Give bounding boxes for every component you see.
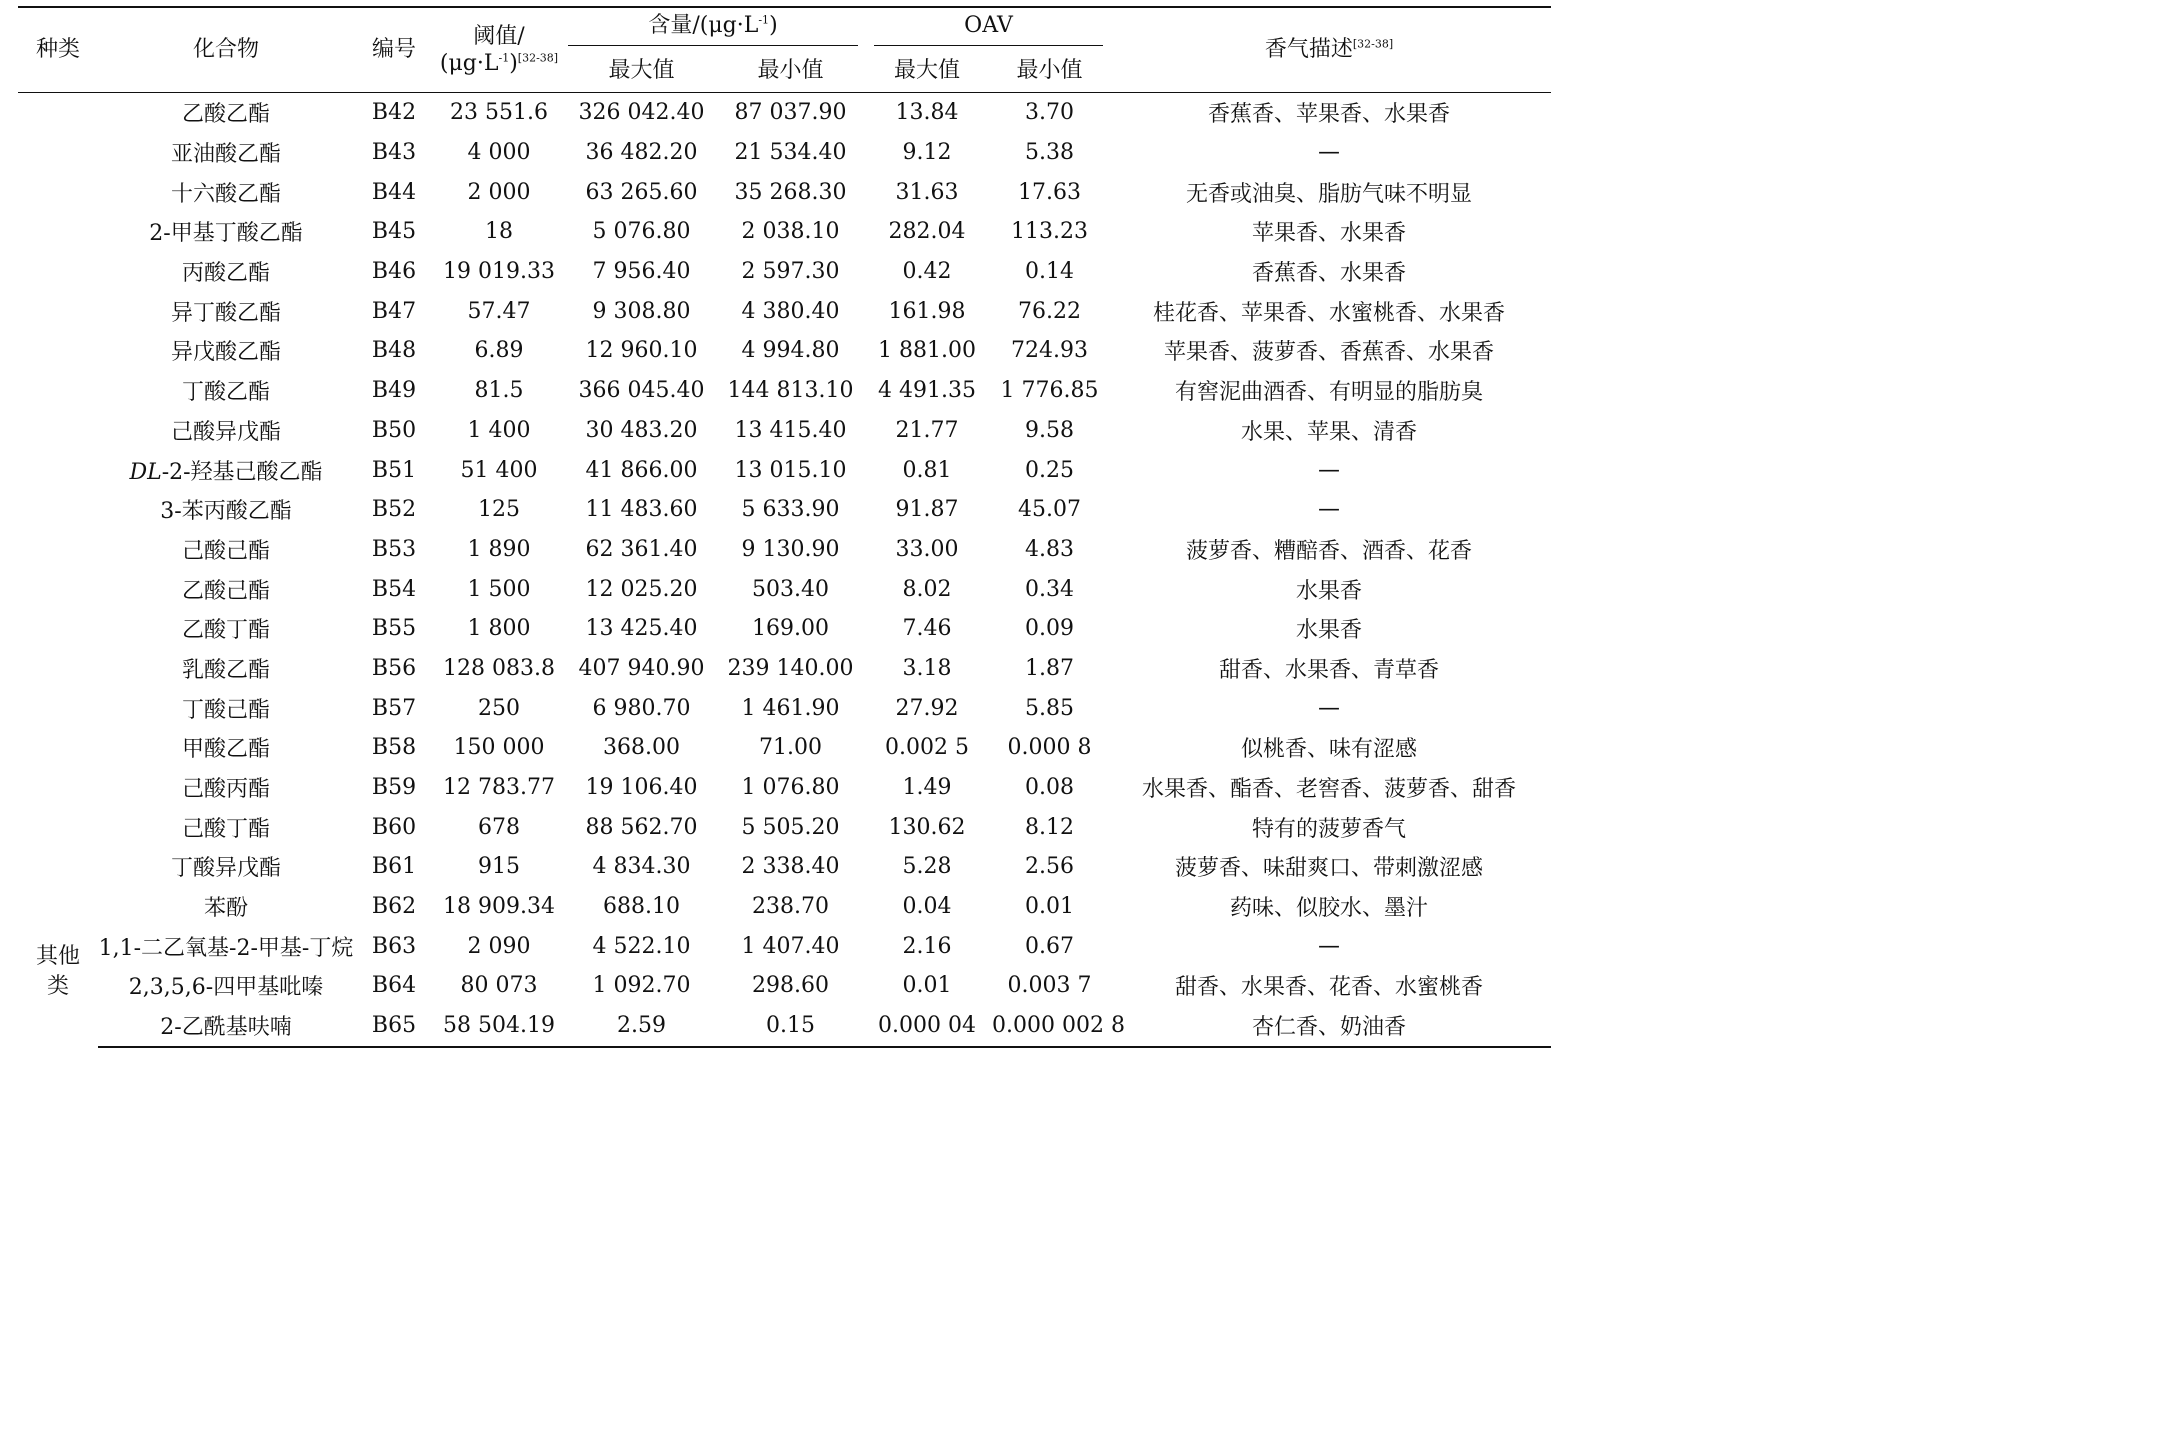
aroma-cell: 水果香、酯香、老窖香、菠萝香、甜香 bbox=[1142, 777, 1517, 803]
oav-max-cell: 4 491.35 bbox=[878, 378, 976, 404]
table-row bbox=[18, 807, 1551, 847]
content-min-cell: 239 140.00 bbox=[727, 655, 854, 681]
compound-cell bbox=[98, 450, 354, 490]
header-code: 编号 bbox=[354, 7, 434, 93]
oav-max-cell: 91.87 bbox=[895, 497, 959, 523]
header-content bbox=[564, 7, 862, 50]
content-min-cell: 4 380.40 bbox=[741, 298, 840, 324]
oav-min-cell: 113.23 bbox=[1011, 219, 1088, 245]
threshold-cell: 125 bbox=[478, 497, 520, 523]
threshold-cell: 80 073 bbox=[460, 973, 538, 999]
oav-min-cell: 0.34 bbox=[1025, 576, 1074, 602]
oav-min-cell: 0.09 bbox=[1025, 616, 1074, 642]
header-content-label: 含量/(μg·L bbox=[648, 12, 759, 38]
table-body bbox=[18, 93, 1551, 1047]
table-row bbox=[18, 172, 1551, 212]
threshold-cell: 1 890 bbox=[467, 536, 531, 562]
compound-cell: 异丁酸乙酯 bbox=[170, 300, 281, 326]
oav-max-cell: 5.28 bbox=[902, 854, 952, 880]
oav-max-cell: 27.92 bbox=[895, 695, 959, 721]
content-max-cell: 41 866.00 bbox=[585, 457, 698, 483]
aroma-cell: 甜香、水果香、花香、水蜜桃香 bbox=[1175, 975, 1484, 1001]
content-max-cell: 13 425.40 bbox=[585, 616, 698, 642]
content-min-cell: 4 994.80 bbox=[741, 338, 840, 364]
oav-min-cell: 0.000 8 bbox=[1007, 735, 1092, 761]
aroma-cell: — bbox=[1318, 457, 1341, 483]
category-cell bbox=[18, 93, 98, 1047]
content-max-cell: 6 980.70 bbox=[592, 695, 691, 721]
oav-max-cell: 0.04 bbox=[902, 894, 952, 920]
header-oav bbox=[862, 7, 1107, 50]
compound-cell: 3-苯丙酸乙酯 bbox=[160, 499, 292, 525]
content-min-cell: 13 015.10 bbox=[734, 457, 847, 483]
compound-cell: 乙酸乙酯 bbox=[181, 102, 270, 128]
content-min-cell: 71.00 bbox=[759, 735, 822, 761]
content-min-cell: 21 534.40 bbox=[734, 140, 847, 166]
compound-cell: 乳酸乙酯 bbox=[181, 657, 270, 683]
threshold-cell: 915 bbox=[478, 854, 520, 880]
threshold-cell: 2 090 bbox=[467, 933, 531, 959]
aroma-cell: — bbox=[1318, 140, 1341, 166]
aroma-cell: 有窖泥曲酒香、有明显的脂肪臭 bbox=[1175, 380, 1484, 406]
oav-max-cell: 0.000 04 bbox=[862, 1006, 992, 1047]
compound-prefix: DL bbox=[129, 459, 162, 485]
table-row bbox=[18, 768, 1551, 808]
header-aroma-label: 香气描述 bbox=[1264, 37, 1353, 63]
content-max-cell: 326 042.40 bbox=[578, 100, 705, 126]
compound-cell: 1,1-二乙氧基-2-甲基-丁烷 bbox=[98, 935, 354, 961]
aroma-cell: 甜香、水果香、青草香 bbox=[1219, 657, 1440, 683]
content-max-cell: 36 482.20 bbox=[585, 140, 698, 166]
threshold-cell: 12 783.77 bbox=[443, 775, 555, 801]
content-max-cell: 19 106.40 bbox=[585, 775, 698, 801]
oav-min-cell: 0.67 bbox=[1025, 933, 1074, 959]
oav-max-cell: 7.46 bbox=[902, 616, 952, 642]
content-max-cell: 407 940.90 bbox=[578, 655, 705, 681]
table-row bbox=[18, 212, 1551, 252]
content-max-cell: 1 092.70 bbox=[592, 973, 691, 999]
table-row bbox=[18, 688, 1551, 728]
aroma-cell: 桂花香、苹果香、水蜜桃香、水果香 bbox=[1153, 300, 1506, 326]
oav-min-cell: 1.87 bbox=[1025, 655, 1074, 681]
content-min-cell: 0.15 bbox=[719, 1006, 862, 1047]
header-threshold-line1: 阈值/ bbox=[473, 23, 525, 49]
code-cell: B56 bbox=[371, 655, 417, 681]
compound-cell: 异戊酸乙酯 bbox=[170, 340, 281, 366]
oav-min-cell: 9.58 bbox=[1025, 417, 1074, 443]
code-cell: B54 bbox=[371, 576, 417, 602]
header-content-min: 最小值 bbox=[719, 50, 862, 93]
code-cell: B51 bbox=[371, 457, 417, 483]
code-cell: B57 bbox=[371, 695, 417, 721]
aroma-cell: 水果、苹果、清香 bbox=[1241, 419, 1418, 445]
aroma-cell: 水果香 bbox=[1296, 578, 1363, 604]
compound-cell: 2-甲基丁酸乙酯 bbox=[149, 221, 303, 247]
aroma-cell: — bbox=[1318, 497, 1341, 523]
code-cell: B60 bbox=[371, 814, 417, 840]
header-aroma bbox=[1107, 7, 1551, 93]
oav-min-cell: 5.85 bbox=[1025, 695, 1074, 721]
header-threshold-exp: -1 bbox=[498, 51, 510, 65]
content-max-cell: 366 045.40 bbox=[578, 378, 705, 404]
content-min-cell: 1 076.80 bbox=[741, 775, 840, 801]
compound-name: -2-羟基己酸乙酯 bbox=[161, 459, 323, 485]
aroma-cell: 药味、似胶水、墨汁 bbox=[1230, 896, 1429, 922]
content-max-cell: 63 265.60 bbox=[585, 179, 698, 205]
oav-max-cell: 13.84 bbox=[895, 100, 959, 126]
aroma-cell: 菠萝香、糟醅香、酒香、花香 bbox=[1186, 538, 1473, 564]
threshold-cell: 1 500 bbox=[467, 576, 531, 602]
table-row bbox=[18, 847, 1551, 887]
aroma-compound-table bbox=[18, 6, 1551, 1048]
header-aroma-ref: [32-38] bbox=[1352, 37, 1394, 51]
table-row bbox=[18, 133, 1551, 173]
compound-cell: 甲酸乙酯 bbox=[181, 737, 270, 763]
table-row bbox=[18, 1006, 1551, 1047]
compound-cell: 2-乙酰基呋喃 bbox=[98, 1006, 354, 1047]
threshold-cell: 150 000 bbox=[453, 735, 545, 761]
oav-min-cell: 5.38 bbox=[1025, 140, 1074, 166]
category-label: 其他类 bbox=[35, 944, 80, 999]
content-min-cell: 238.70 bbox=[752, 894, 829, 920]
oav-max-cell: 282.04 bbox=[888, 219, 966, 245]
content-max-cell: 688.10 bbox=[603, 894, 680, 920]
compound-cell: 丁酸乙酯 bbox=[181, 380, 270, 406]
code-cell: B63 bbox=[371, 933, 417, 959]
oav-max-cell: 9.12 bbox=[902, 140, 952, 166]
code-cell: B65 bbox=[354, 1006, 434, 1047]
header-content-exp: -1 bbox=[758, 13, 770, 27]
compound-cell: 乙酸己酯 bbox=[181, 578, 270, 604]
oav-min-cell: 0.14 bbox=[1025, 259, 1074, 285]
aroma-cell: — bbox=[1318, 933, 1341, 959]
threshold-cell: 57.47 bbox=[467, 298, 531, 324]
aroma-cell: 苹果香、水果香 bbox=[1252, 221, 1407, 247]
compound-cell: 乙酸丁酯 bbox=[181, 618, 270, 644]
threshold-cell: 128 083.8 bbox=[443, 655, 555, 681]
content-min-cell: 87 037.90 bbox=[734, 100, 847, 126]
content-min-cell: 13 415.40 bbox=[734, 417, 847, 443]
oav-max-cell: 3.18 bbox=[902, 655, 952, 681]
aroma-cell: 似桃香、味有涩感 bbox=[1241, 737, 1418, 763]
table-row bbox=[18, 291, 1551, 331]
code-cell: B53 bbox=[371, 536, 417, 562]
compound-cell: 己酸己酯 bbox=[181, 538, 270, 564]
oav-min-cell: 2.56 bbox=[1025, 854, 1074, 880]
oav-min-cell: 76.22 bbox=[1018, 298, 1081, 324]
threshold-cell: 2 000 bbox=[467, 179, 531, 205]
table-row bbox=[18, 450, 1551, 490]
oav-max-cell: 0.42 bbox=[902, 259, 952, 285]
code-cell: B59 bbox=[371, 775, 417, 801]
oav-max-cell: 33.00 bbox=[895, 536, 959, 562]
content-min-cell: 1 461.90 bbox=[741, 695, 840, 721]
threshold-cell: 23 551.6 bbox=[450, 100, 548, 126]
content-max-cell: 4 522.10 bbox=[592, 933, 691, 959]
content-max-cell: 7 956.40 bbox=[592, 259, 691, 285]
content-min-cell: 169.00 bbox=[752, 616, 829, 642]
code-cell: B43 bbox=[371, 140, 417, 166]
content-max-cell: 368.00 bbox=[603, 735, 680, 761]
header-content-max: 最大值 bbox=[564, 50, 719, 93]
threshold-cell: 51 400 bbox=[460, 457, 538, 483]
aroma-cell: 无香或油臭、脂肪气味不明显 bbox=[1186, 181, 1473, 207]
header-threshold bbox=[434, 7, 564, 93]
aroma-cell: 苹果香、菠萝香、香蕉香、水果香 bbox=[1164, 340, 1495, 366]
threshold-cell: 18 909.34 bbox=[443, 894, 555, 920]
code-cell: B48 bbox=[371, 338, 417, 364]
code-cell: B55 bbox=[371, 616, 417, 642]
threshold-cell: 678 bbox=[478, 814, 520, 840]
oav-min-cell: 4.83 bbox=[1025, 536, 1074, 562]
table-row bbox=[18, 649, 1551, 689]
table-row bbox=[18, 490, 1551, 530]
aroma-cell: 菠萝香、味甜爽口、带刺激涩感 bbox=[1175, 856, 1484, 882]
header-oav-max: 最大值 bbox=[862, 50, 992, 93]
oav-min-cell: 0.003 7 bbox=[1007, 973, 1092, 999]
code-cell: B50 bbox=[371, 417, 417, 443]
header-content-close: ) bbox=[769, 12, 778, 38]
content-max-cell: 9 308.80 bbox=[592, 298, 691, 324]
threshold-cell: 1 400 bbox=[467, 417, 531, 443]
table-row bbox=[18, 411, 1551, 451]
header-threshold-line2 bbox=[434, 50, 564, 78]
content-max-cell: 12 960.10 bbox=[585, 338, 698, 364]
oav-max-cell: 0.81 bbox=[902, 457, 952, 483]
oav-max-cell: 0.01 bbox=[902, 973, 952, 999]
oav-min-cell: 0.25 bbox=[1025, 457, 1074, 483]
aroma-cell: 杏仁香、奶油香 bbox=[1107, 1006, 1551, 1047]
content-max-cell: 12 025.20 bbox=[585, 576, 698, 602]
compound-cell: 丁酸异戊酯 bbox=[170, 856, 281, 882]
table-row bbox=[18, 371, 1551, 411]
compound-cell: 2,3,5,6-四甲基吡嗪 bbox=[128, 975, 324, 1001]
compound-cell: 丁酸己酯 bbox=[181, 697, 270, 723]
aroma-cell: 特有的菠萝香气 bbox=[1252, 816, 1407, 842]
compound-cell: 亚油酸乙酯 bbox=[170, 142, 281, 168]
code-cell: B44 bbox=[371, 179, 417, 205]
threshold-cell: 58 504.19 bbox=[434, 1006, 564, 1047]
content-min-cell: 35 268.30 bbox=[734, 179, 847, 205]
oav-min-cell: 1 776.85 bbox=[1000, 378, 1099, 404]
compound-cell: 苯酚 bbox=[203, 896, 248, 922]
content-max-cell: 4 834.30 bbox=[592, 854, 691, 880]
table-row bbox=[18, 728, 1551, 768]
content-max-cell: 30 483.20 bbox=[585, 417, 698, 443]
threshold-cell: 250 bbox=[478, 695, 520, 721]
content-max-cell: 11 483.60 bbox=[585, 497, 698, 523]
oav-min-cell: 724.93 bbox=[1011, 338, 1088, 364]
code-cell: B42 bbox=[371, 100, 417, 126]
header-compound: 化合物 bbox=[98, 7, 354, 93]
oav-max-cell: 1.49 bbox=[902, 775, 952, 801]
aroma-cell: — bbox=[1318, 695, 1341, 721]
code-cell: B64 bbox=[371, 973, 417, 999]
table-row bbox=[18, 966, 1551, 1006]
oav-min-cell: 3.70 bbox=[1025, 100, 1074, 126]
oav-max-cell: 161.98 bbox=[888, 298, 966, 324]
oav-max-cell: 130.62 bbox=[888, 814, 966, 840]
threshold-cell: 6.89 bbox=[474, 338, 524, 364]
threshold-cell: 4 000 bbox=[467, 140, 531, 166]
table-row bbox=[18, 609, 1551, 649]
header-oav-label: OAV bbox=[874, 12, 1103, 47]
table-row bbox=[18, 252, 1551, 292]
compound-cell: 己酸异戊酯 bbox=[170, 419, 281, 445]
table-row bbox=[18, 887, 1551, 927]
table-row bbox=[18, 93, 1551, 133]
code-cell: B49 bbox=[371, 378, 417, 404]
content-min-cell: 1 407.40 bbox=[741, 933, 840, 959]
oav-min-cell: 8.12 bbox=[1025, 814, 1074, 840]
content-min-cell: 5 505.20 bbox=[741, 814, 840, 840]
aroma-cell: 香蕉香、苹果香、水果香 bbox=[1208, 102, 1451, 128]
oav-min-cell: 0.08 bbox=[1025, 775, 1074, 801]
oav-min-cell: 0.01 bbox=[1025, 894, 1074, 920]
header-threshold-ref: [32-38] bbox=[517, 51, 559, 65]
oav-max-cell: 21.77 bbox=[895, 417, 959, 443]
code-cell: B46 bbox=[371, 259, 417, 285]
content-min-cell: 2 597.30 bbox=[741, 259, 840, 285]
code-cell: B58 bbox=[371, 735, 417, 761]
table-row bbox=[18, 530, 1551, 570]
code-cell: B45 bbox=[371, 219, 417, 245]
threshold-cell: 19 019.33 bbox=[443, 259, 555, 285]
aroma-cell: 水果香 bbox=[1296, 618, 1363, 644]
content-max-cell: 62 361.40 bbox=[585, 536, 698, 562]
aroma-cell: 香蕉香、水果香 bbox=[1252, 261, 1407, 287]
compound-cell: 己酸丙酯 bbox=[181, 777, 270, 803]
oav-min-cell: 0.000 002 8 bbox=[992, 1006, 1107, 1047]
threshold-cell: 81.5 bbox=[474, 378, 524, 404]
oav-max-cell: 8.02 bbox=[902, 576, 952, 602]
content-min-cell: 9 130.90 bbox=[741, 536, 840, 562]
table-row bbox=[18, 926, 1551, 966]
code-cell: B47 bbox=[371, 298, 417, 324]
threshold-cell: 1 800 bbox=[467, 616, 531, 642]
oav-min-cell: 45.07 bbox=[1018, 497, 1081, 523]
threshold-cell: 18 bbox=[485, 219, 513, 245]
content-min-cell: 144 813.10 bbox=[727, 378, 854, 404]
compound-cell: 己酸丁酯 bbox=[181, 816, 270, 842]
oav-max-cell: 1 881.00 bbox=[878, 338, 976, 364]
content-min-cell: 5 633.90 bbox=[741, 497, 840, 523]
compound-cell: 丙酸乙酯 bbox=[181, 261, 270, 287]
content-max-cell: 2.59 bbox=[564, 1006, 719, 1047]
header-oav-min: 最小值 bbox=[992, 50, 1107, 93]
oav-max-cell: 2.16 bbox=[902, 933, 952, 959]
content-min-cell: 2 338.40 bbox=[741, 854, 840, 880]
code-cell: B52 bbox=[371, 497, 417, 523]
oav-max-cell: 0.002 5 bbox=[885, 735, 969, 761]
table-header bbox=[18, 7, 1551, 93]
content-max-cell: 88 562.70 bbox=[585, 814, 698, 840]
header-threshold-close: ) bbox=[509, 51, 518, 76]
header-threshold-unit: (μg·L bbox=[439, 51, 499, 76]
oav-max-cell: 31.63 bbox=[895, 179, 959, 205]
compound-cell: 十六酸乙酯 bbox=[170, 181, 281, 207]
code-cell: B62 bbox=[371, 894, 417, 920]
table-row bbox=[18, 331, 1551, 371]
oav-min-cell: 17.63 bbox=[1018, 179, 1081, 205]
content-min-cell: 503.40 bbox=[752, 576, 829, 602]
content-min-cell: 298.60 bbox=[752, 973, 829, 999]
content-min-cell: 2 038.10 bbox=[741, 219, 840, 245]
header-category: 种类 bbox=[18, 7, 98, 93]
content-max-cell: 5 076.80 bbox=[592, 219, 691, 245]
code-cell: B61 bbox=[371, 854, 417, 880]
table-row bbox=[18, 569, 1551, 609]
